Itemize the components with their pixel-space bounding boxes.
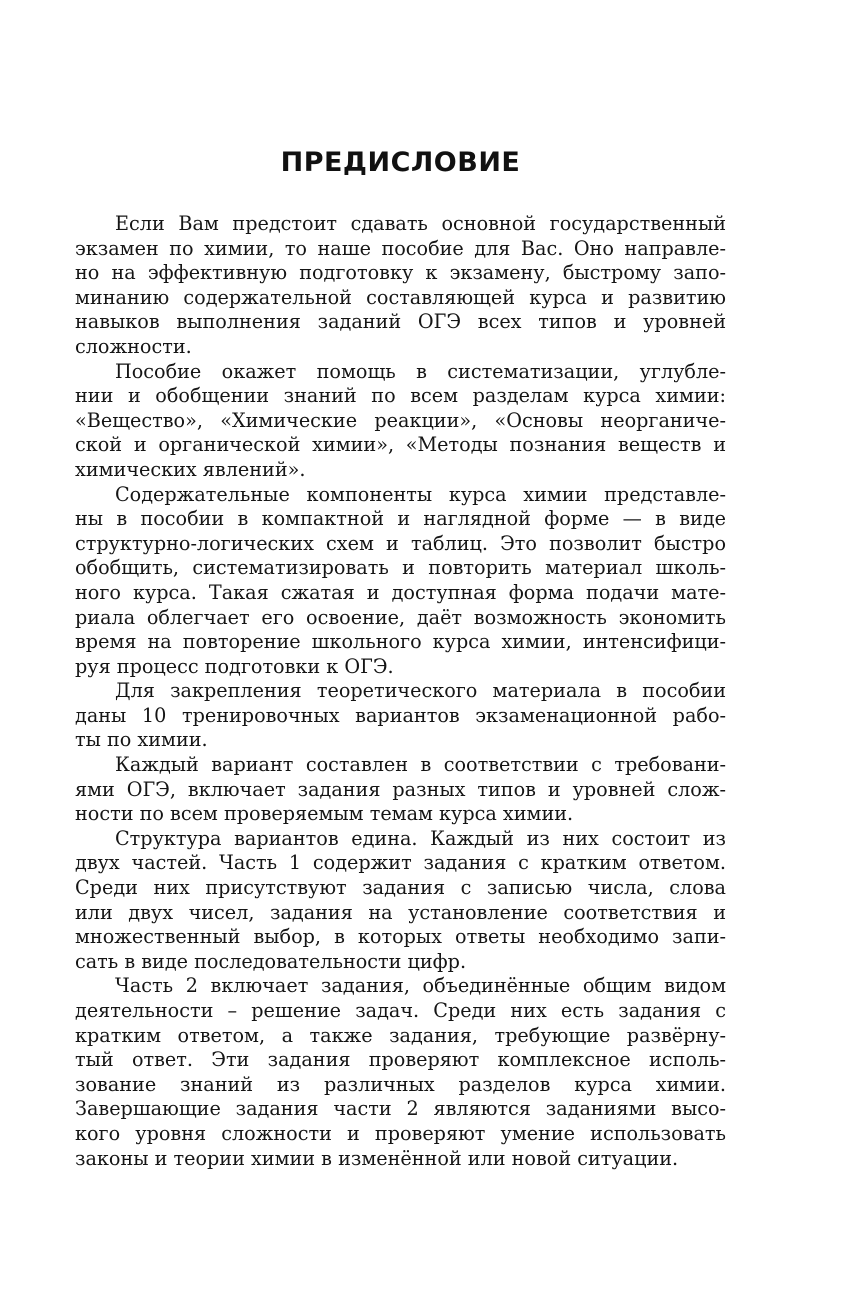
paragraph bbox=[75, 212, 726, 360]
text-line: Каждый вариант составлен в соответствии с требовани- bbox=[115, 753, 726, 777]
text-line: кратким ответом, а также задания, требующие развёрну- bbox=[75, 1023, 726, 1047]
text-line: тый ответ. Эти задания проверяют комплексное исполь- bbox=[75, 1048, 726, 1072]
text-line: Часть 2 включает задания, объединённые общим видом bbox=[115, 974, 726, 998]
document-page bbox=[75, 0, 726, 1312]
text-line: Для закрепления теоретического материала в пособии bbox=[115, 679, 726, 703]
paragraph bbox=[75, 679, 726, 753]
text-line: ны в пособии в компактной и наглядной форме — в виде bbox=[75, 507, 726, 531]
text-line: или двух чисел, задания на установление соответствия и bbox=[75, 900, 726, 924]
text-line: Структура вариантов едина. Каждый из них состоит из bbox=[115, 826, 726, 850]
text-line: Пособие окажет помощь в систематизации, углубле- bbox=[115, 359, 726, 383]
paragraph bbox=[75, 753, 726, 827]
text-line: навыков выполнения заданий ОГЭ всех типов и уровней bbox=[75, 310, 726, 334]
text-line: сложности. bbox=[75, 334, 192, 358]
text-line: химических явлений». bbox=[75, 457, 306, 481]
paragraph bbox=[75, 827, 726, 975]
text-line: ты по химии. bbox=[75, 728, 208, 752]
text-line: Завершающие задания части 2 являются заданиями высо- bbox=[75, 1097, 726, 1121]
text-line: минанию содержательной составляющей курса и развитию bbox=[75, 285, 726, 309]
text-line: руя процесс подготовки к ОГЭ. bbox=[75, 654, 394, 678]
text-line: Если Вам предстоит сдавать основной государственный bbox=[115, 212, 726, 235]
text-line: Содержательные компоненты курса химии представле- bbox=[115, 482, 726, 506]
text-line: время на повторение школьного курса химии, интенсифици- bbox=[75, 630, 726, 654]
text-line: экзамен по химии, то наше пособие для Вас. Оно направле- bbox=[75, 236, 726, 260]
text-line: двух частей. Часть 1 содержит задания с кратким ответом. bbox=[75, 851, 726, 875]
text-line: зование знаний из различных разделов курса химии. bbox=[75, 1072, 726, 1096]
text-line: нии и обобщении знаний по всем разделам курса химии: bbox=[75, 384, 726, 408]
text-line: риала облегчает его освоение, даёт возможность экономить bbox=[75, 605, 726, 629]
paragraph bbox=[75, 974, 726, 1171]
text-line: ного курса. Такая сжатая и доступная форма подачи мате- bbox=[75, 580, 726, 604]
text-line: ской и органической химии», «Методы познания веществ и bbox=[75, 433, 726, 457]
text-line: ями ОГЭ, включает задания разных типов и уровней слож- bbox=[75, 777, 726, 801]
text-line: «Вещество», «Химические реакции», «Основы неорганиче- bbox=[75, 408, 726, 432]
text-line: сать в виде последовательности цифр. bbox=[75, 949, 467, 973]
preface-text bbox=[75, 212, 726, 1171]
text-line: Среди них присутствуют задания с записью числа, слова bbox=[75, 876, 726, 900]
text-line: даны 10 тренировочных вариантов экзаменационной рабо- bbox=[75, 703, 726, 727]
paragraph bbox=[75, 360, 726, 483]
text-line: множественный выбор, в которых ответы необходимо запи- bbox=[75, 925, 726, 949]
text-line: кого уровня сложности и проверяют умение использовать bbox=[75, 1121, 726, 1145]
text-line: структурно-логических схем и таблиц. Это позволит быстро bbox=[75, 531, 726, 555]
text-line: но на эффективную подготовку к экзамену, быстрому запо- bbox=[75, 261, 726, 285]
text-line: ности по всем проверяемым темам курса химии. bbox=[75, 802, 574, 826]
text-line: деятельности – решение задач. Среди них есть задания с bbox=[75, 999, 726, 1022]
paragraph bbox=[75, 483, 726, 680]
text-line: законы и теории химии в изменённой или новой ситуации. bbox=[75, 1146, 679, 1170]
text-line: обобщить, систематизировать и повторить материал школь- bbox=[75, 556, 726, 580]
page-title: ПРЕДИСЛОВИЕ bbox=[280, 147, 521, 178]
